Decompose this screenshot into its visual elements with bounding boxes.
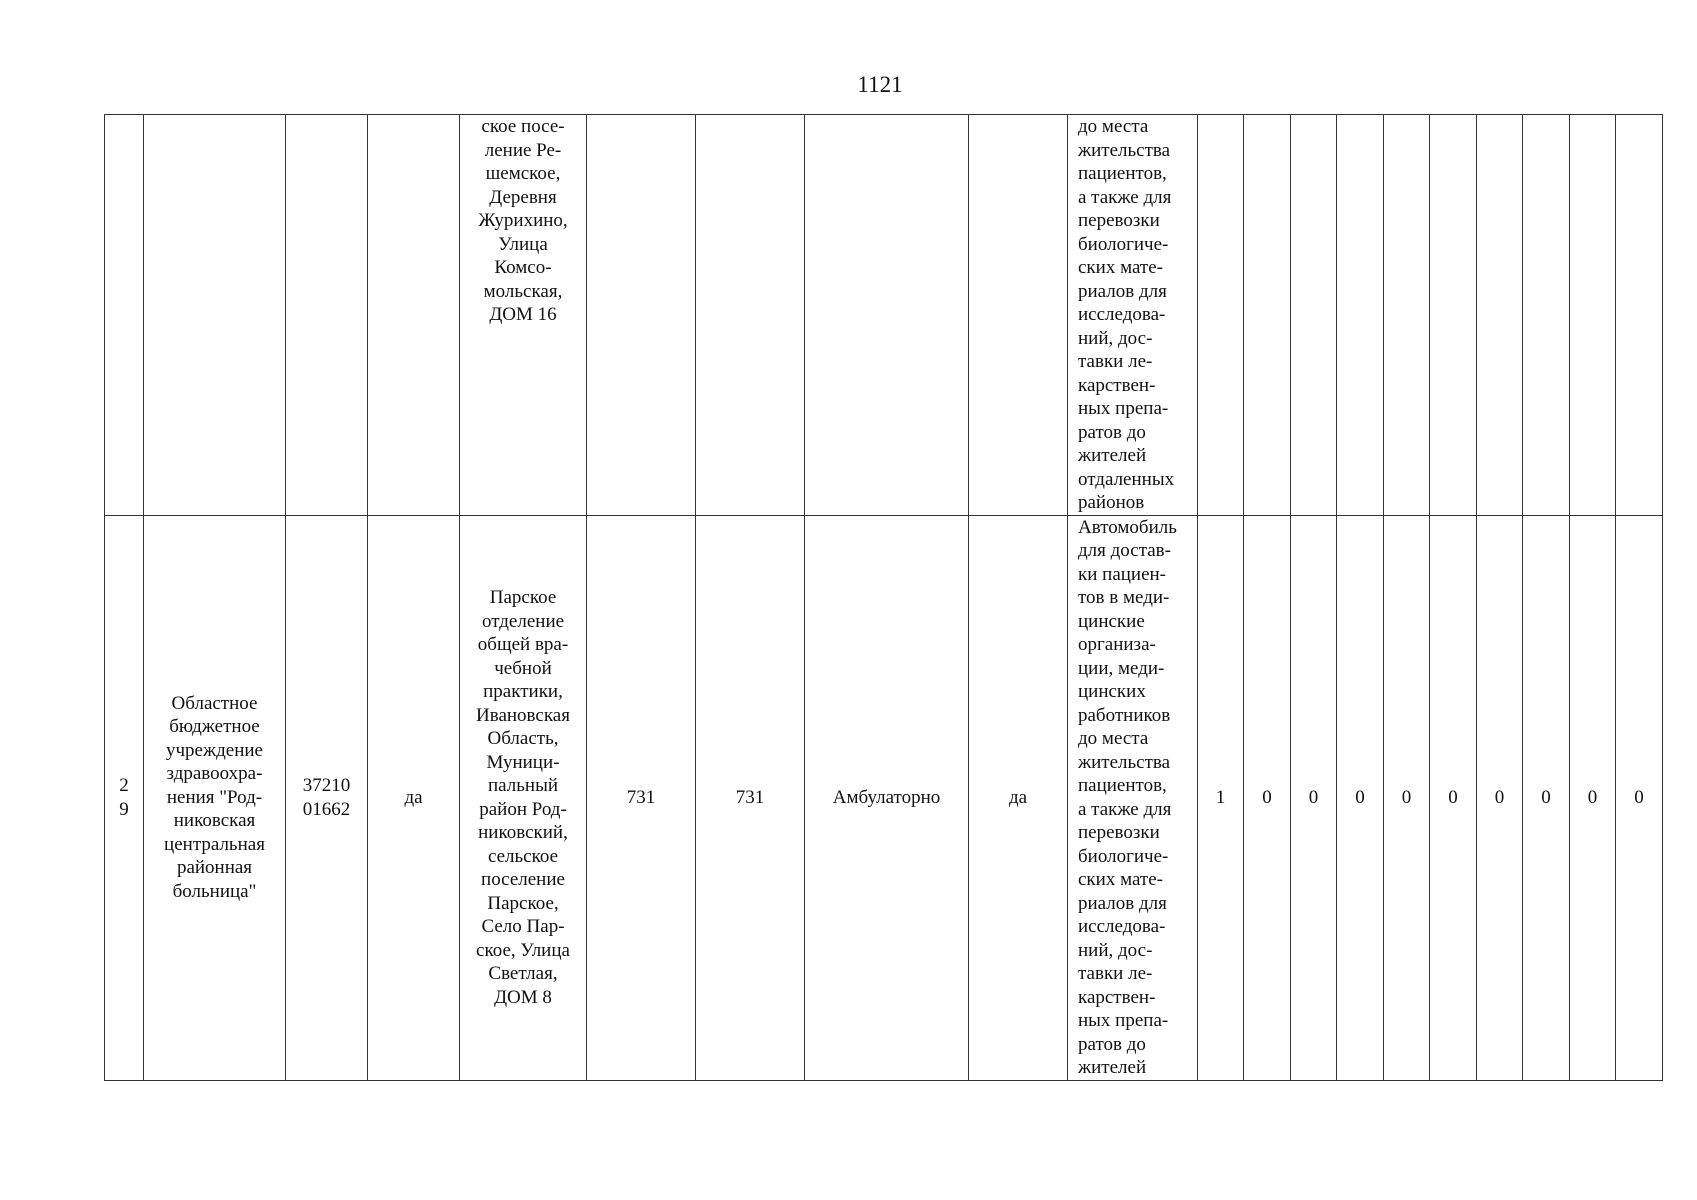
organization-name: Областное бюджетное учреждение здравоохра- нения "Род- никовская центральная районная больница" [144, 515, 286, 1080]
count-cell [1291, 115, 1337, 516]
count-cell: 0 [1523, 515, 1570, 1080]
count-cell: 0 [1291, 515, 1337, 1080]
organization-code: 37210 01662 [286, 515, 368, 1080]
count-cell: 0 [1477, 515, 1523, 1080]
page-number: 1121 [857, 72, 903, 97]
organization-code [286, 115, 368, 516]
count-cell [1570, 115, 1616, 516]
care-type-cell: Амбулаторно [805, 515, 969, 1080]
address-cell: Парское отделение общей вра- чебной практики, Ивановская Область, Муници- пальный район Род- никовский, сельское поселение Парское, Село Пар- ское, Улица Светлая, ДОМ 8 [460, 515, 587, 1080]
table-row [105, 115, 1663, 516]
count-cell [1198, 115, 1244, 516]
value-cell [696, 115, 805, 516]
count-cell: 0 [1244, 515, 1291, 1080]
count-cell [1616, 115, 1663, 516]
value-cell [587, 115, 696, 516]
count-cell: 0 [1337, 515, 1384, 1080]
count-cell [1477, 115, 1523, 516]
count-cell [1244, 115, 1291, 516]
table-row [105, 515, 1663, 1080]
value-cell: 731 [696, 515, 805, 1080]
flag-cell [969, 115, 1068, 516]
count-cell: 0 [1570, 515, 1616, 1080]
value-cell: 731 [587, 515, 696, 1080]
row-number: 2 9 [105, 515, 144, 1080]
flag-cell [368, 115, 460, 516]
count-cell [1430, 115, 1477, 516]
count-cell: 0 [1384, 515, 1430, 1080]
count-cell [1384, 115, 1430, 516]
count-cell: 0 [1616, 515, 1663, 1080]
care-type-cell [805, 115, 969, 516]
data-table [104, 114, 1663, 1081]
flag-cell: да [368, 515, 460, 1080]
count-cell [1523, 115, 1570, 516]
count-cell: 1 [1198, 515, 1244, 1080]
purpose-cell: до места жительства пациентов, а также для перевозки биологиче- ских мате- риалов для исследова- ний, дос- тавки ле- карствен- ных препа- ратов до жителей отдаленных районов [1068, 115, 1198, 516]
flag-cell: да [969, 515, 1068, 1080]
purpose-cell: Автомобиль для достав- ки пациен- тов в меди- цинские организа- ции, меди- цинских работников до места жительства пациентов, а также для перевозки биологиче- ских мате- риалов для исследова- ний, дос- тавки ле- карствен- ных препа- ратов до жителей [1068, 515, 1198, 1080]
organization-name [144, 115, 286, 516]
row-number [105, 115, 144, 516]
address-cell: ское посе- ление Ре- шемское, Деревня Журихино, Улица Комсо- мольская, ДОМ 16 [460, 115, 587, 516]
count-cell [1337, 115, 1384, 516]
count-cell: 0 [1430, 515, 1477, 1080]
